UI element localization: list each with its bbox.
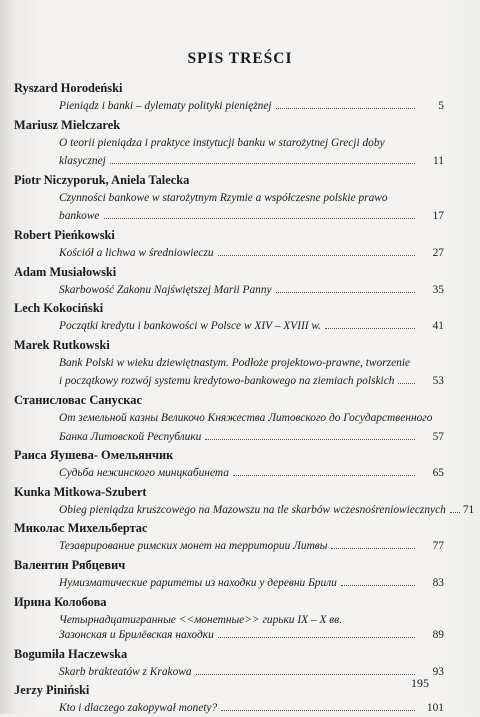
dot-leader: [196, 665, 415, 675]
toc-author: Jerzy Piniński: [14, 683, 90, 698]
toc-title: Зазонская и Брилёвская находки: [59, 629, 214, 642]
dot-leader: [104, 209, 416, 219]
toc-entry[interactable]: [59, 701, 444, 717]
toc-author: Mariusz Mielczarek: [14, 117, 121, 132]
toc-author: Ирина Колобова: [14, 594, 107, 609]
toc-title-line: O teorii pieniądza i praktyce instytucji banku w starożytnej Grecji doby: [59, 136, 385, 149]
toc-title: klasycznej: [59, 155, 106, 168]
toc-entry[interactable]: [59, 191, 444, 225]
toc-title-line: Четырнадцатигранные <<монетные>> гирьки IX – X вв.: [59, 613, 343, 626]
toc-author: Раиса Яушева- Омельянчик: [14, 448, 174, 463]
toc-entry[interactable]: [59, 613, 444, 644]
toc-page-number: 53: [432, 375, 444, 388]
toc-page-number: 71: [462, 503, 475, 516]
toc-row: [59, 283, 444, 299]
toc-entry[interactable]: [59, 99, 444, 115]
toc-title-line: Bank Polski w wieku dziewiętnastym. Podłoże projektowo-prawne, tworzenie: [59, 356, 411, 369]
toc-page-number: 83: [432, 576, 444, 589]
dot-leader: [341, 576, 415, 586]
dot-leader: [110, 154, 415, 164]
toc-title: Kto i dlaczego zakopywał monety?: [59, 702, 218, 715]
toc-entry[interactable]: [59, 466, 444, 482]
toc-row: [59, 209, 444, 225]
dot-leader: [276, 99, 415, 109]
toc-title: Pieniądz i banki – dylematy polityki pieniężnej: [59, 100, 272, 112]
toc-title: Skarb brakteatów z Krakowa: [59, 665, 192, 678]
toc-author: Lech Kokociński: [14, 301, 104, 316]
toc-row: [59, 539, 444, 555]
toc-row: [59, 246, 444, 262]
toc-row: [59, 576, 444, 592]
dot-leader: [218, 246, 415, 256]
toc-title: Kościół a lichwa w średniowieczu: [59, 246, 214, 259]
toc-row: [59, 503, 475, 519]
toc-title: Нумизматические раритеты из находки у деревни Брили: [59, 576, 337, 589]
toc-page-number: 17: [432, 210, 444, 223]
dot-leader: [233, 466, 415, 476]
toc-author: Adam Musiałowski: [14, 264, 117, 279]
toc-entry[interactable]: [59, 503, 475, 519]
toc-page-number: 27: [432, 246, 444, 259]
dot-leader: [221, 701, 415, 711]
toc-title: Банка Литовской Республики: [59, 430, 202, 443]
toc-page-number: 35: [432, 283, 444, 296]
toc-page-number: 93: [432, 665, 444, 678]
toc-row: [59, 628, 444, 644]
toc-row: [59, 99, 444, 115]
toc-author: Валентин Рябцевич: [14, 557, 126, 572]
toc-row: [59, 430, 444, 446]
toc-row: [59, 665, 444, 681]
page-title: SPIS TREŚCI: [187, 50, 293, 67]
toc-row: [59, 466, 444, 482]
toc-entry[interactable]: [59, 665, 444, 681]
toc-entry[interactable]: [59, 356, 444, 390]
toc-author: Миколас Михельбертас: [14, 521, 148, 536]
toc-title: bankowe: [59, 210, 100, 223]
toc-page-number: 101: [426, 702, 444, 715]
toc-entry[interactable]: [59, 246, 444, 262]
toc-author: Robert Pieńkowski: [14, 227, 115, 242]
page-number: 195: [411, 676, 429, 690]
toc-title-line: От земельной казны Великочо Княжества Литовского до Государственного: [59, 411, 433, 424]
dot-leader: [398, 374, 415, 384]
toc-entry[interactable]: [59, 576, 444, 592]
table-of-contents: [14, 80, 475, 717]
toc-page-number: 5: [438, 100, 444, 112]
toc-title: Obieg pieniądza kruszcowego na Mazowszu na tle skarbów wczesnośreniowiecznych: [59, 503, 446, 516]
toc-row: [59, 319, 444, 335]
dot-leader: [450, 503, 460, 513]
toc-page-number: 11: [433, 155, 444, 168]
toc-title: Skarbowość Zakonu Najświętszej Marii Panny: [59, 283, 272, 296]
dot-leader: [331, 539, 415, 549]
toc-page-number: 41: [432, 320, 444, 333]
toc-author: Ryszard Horodeński: [14, 81, 123, 95]
toc-page-number: 89: [432, 629, 444, 642]
dot-leader: [218, 628, 415, 638]
toc-page-number: 77: [432, 540, 444, 553]
toc-row: [59, 374, 444, 390]
toc-page-number: 65: [432, 467, 444, 480]
dot-leader: [276, 283, 415, 293]
toc-author: Станисловас Сануcкас: [14, 392, 142, 407]
dot-leader: [205, 430, 415, 440]
toc-entry[interactable]: [59, 319, 444, 335]
toc-page-number: 57: [432, 430, 444, 443]
toc-title: i początkowy rozwój systemu kredytowo-bankowego na ziemiach polskich: [59, 375, 395, 388]
toc-title-line: Czynności bankowe w starożytnym Rzymie a współczesne polskie prawo: [59, 191, 388, 204]
toc-title: Тезаврирование римских монет на территории Литвы: [59, 540, 328, 553]
toc-author: Bogumiła Haczewska: [14, 646, 128, 661]
toc-row: [59, 701, 444, 717]
toc-author: Piotr Niczyporuk, Aniela Talecka: [14, 172, 190, 187]
toc-entry[interactable]: [59, 539, 444, 555]
toc-title: Początki kredytu i bankowości w Polsce w XIV – XVIII w.: [59, 320, 322, 333]
dot-leader: [325, 319, 415, 329]
toc-entry[interactable]: [59, 411, 444, 445]
toc-title: Судьба нежинского минцкабинета: [59, 467, 229, 480]
toc-author: Kunka Mitkowa-Szubert: [14, 484, 147, 499]
toc-entry[interactable]: [59, 283, 444, 299]
toc-entry[interactable]: [59, 136, 444, 170]
toc-row: [59, 154, 444, 170]
toc-author: Marek Rutkowski: [14, 337, 110, 352]
